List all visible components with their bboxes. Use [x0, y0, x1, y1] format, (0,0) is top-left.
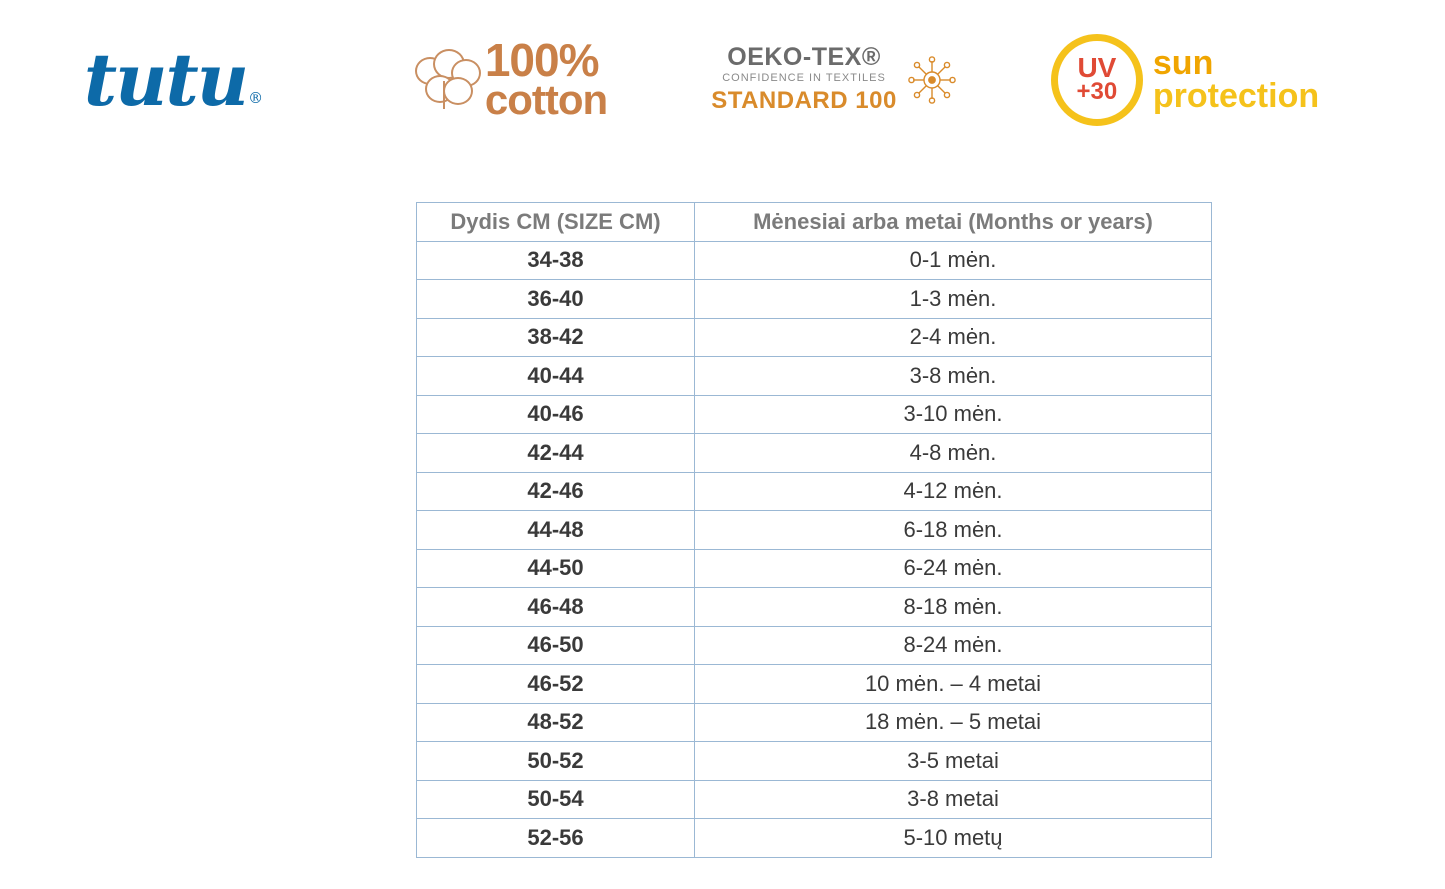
logo-strip — [0, 22, 1445, 137]
cell-size: 36-40 — [417, 280, 695, 319]
table-row — [417, 626, 1212, 665]
table-row — [417, 472, 1212, 511]
size-table — [416, 202, 1212, 858]
table-row — [417, 665, 1212, 704]
cell-size: 46-50 — [417, 626, 695, 665]
cotton-material-label: cotton — [484, 76, 608, 124]
oeko-title-label: OEKO-TEX® — [727, 42, 881, 71]
table-row — [417, 703, 1212, 742]
table-row — [417, 318, 1212, 357]
cell-size: 40-44 — [417, 357, 695, 396]
cell-age: 18 mėn. – 5 metai — [695, 703, 1212, 742]
cell-age: 1-3 mėn. — [695, 280, 1212, 319]
cell-size: 44-50 — [417, 549, 695, 588]
cell-size: 50-54 — [417, 780, 695, 819]
cell-age: 0-1 mėn. — [695, 241, 1212, 280]
uv-badge-bottom-label: +30 — [1076, 78, 1118, 106]
uv-sun-icon — [1051, 34, 1143, 126]
table-row — [417, 511, 1212, 550]
uv-protection-logo — [995, 22, 1375, 137]
oeko-subtitle-label: CONFIDENCE IN TEXTILES — [722, 72, 886, 85]
cotton-logo — [345, 22, 675, 137]
table-row — [417, 395, 1212, 434]
cell-age: 6-18 mėn. — [695, 511, 1212, 550]
table-row — [417, 588, 1212, 627]
uv-badge-top-label: UV — [1077, 51, 1117, 83]
cotton-flower-icon — [413, 47, 479, 113]
cell-age: 2-4 mėn. — [695, 318, 1212, 357]
table-row — [417, 780, 1212, 819]
cell-age: 4-12 mėn. — [695, 472, 1212, 511]
table-row — [417, 357, 1212, 396]
cell-age: 5-10 metų — [695, 819, 1212, 858]
table-row — [417, 241, 1212, 280]
oeko-standard-label: STANDARD 100 — [711, 87, 897, 115]
table-row — [417, 549, 1212, 588]
table-row — [417, 742, 1212, 781]
table-body — [417, 241, 1212, 857]
cell-size: 44-48 — [417, 511, 695, 550]
table-header — [417, 203, 1212, 242]
cell-size: 46-48 — [417, 588, 695, 627]
cell-size: 48-52 — [417, 703, 695, 742]
cell-age: 3-8 metai — [695, 780, 1212, 819]
cell-age: 3-5 metai — [695, 742, 1212, 781]
uv-protection-label: protection — [1152, 76, 1320, 115]
cotton-percent-label: 100% — [484, 34, 599, 87]
cell-size: 46-52 — [417, 665, 695, 704]
cell-age: 10 mėn. – 4 metai — [695, 665, 1212, 704]
cell-age: 6-24 mėn. — [695, 549, 1212, 588]
table-row — [417, 280, 1212, 319]
table-row — [417, 819, 1212, 858]
registered-trademark-icon: ® — [248, 88, 262, 107]
cell-size: 38-42 — [417, 318, 695, 357]
oeko-tex-mark-icon — [905, 53, 959, 107]
cell-age: 8-24 mėn. — [695, 626, 1212, 665]
cell-size: 42-44 — [417, 434, 695, 473]
cell-age: 4-8 mėn. — [695, 434, 1212, 473]
tutu-logo — [0, 22, 345, 137]
tutu-wordmark — [83, 36, 262, 122]
column-header-age: Mėnesiai arba metai (Months or years) — [695, 203, 1212, 242]
tutu-wordmark-text: tutu — [83, 36, 248, 122]
column-header-size: Dydis CM (SIZE CM) — [417, 203, 695, 242]
cell-age: 8-18 mėn. — [695, 588, 1212, 627]
cell-size: 34-38 — [417, 241, 695, 280]
cell-size: 52-56 — [417, 819, 695, 858]
table-header-row — [417, 203, 1212, 242]
cell-size: 42-46 — [417, 472, 695, 511]
oeko-tex-logo — [675, 22, 995, 137]
size-chart — [416, 202, 1211, 858]
cell-size: 40-46 — [417, 395, 695, 434]
cell-age: 3-8 mėn. — [695, 357, 1212, 396]
uv-sun-label: sun — [1152, 44, 1214, 83]
cell-age: 3-10 mėn. — [695, 395, 1212, 434]
cell-size: 50-52 — [417, 742, 695, 781]
table-row — [417, 434, 1212, 473]
